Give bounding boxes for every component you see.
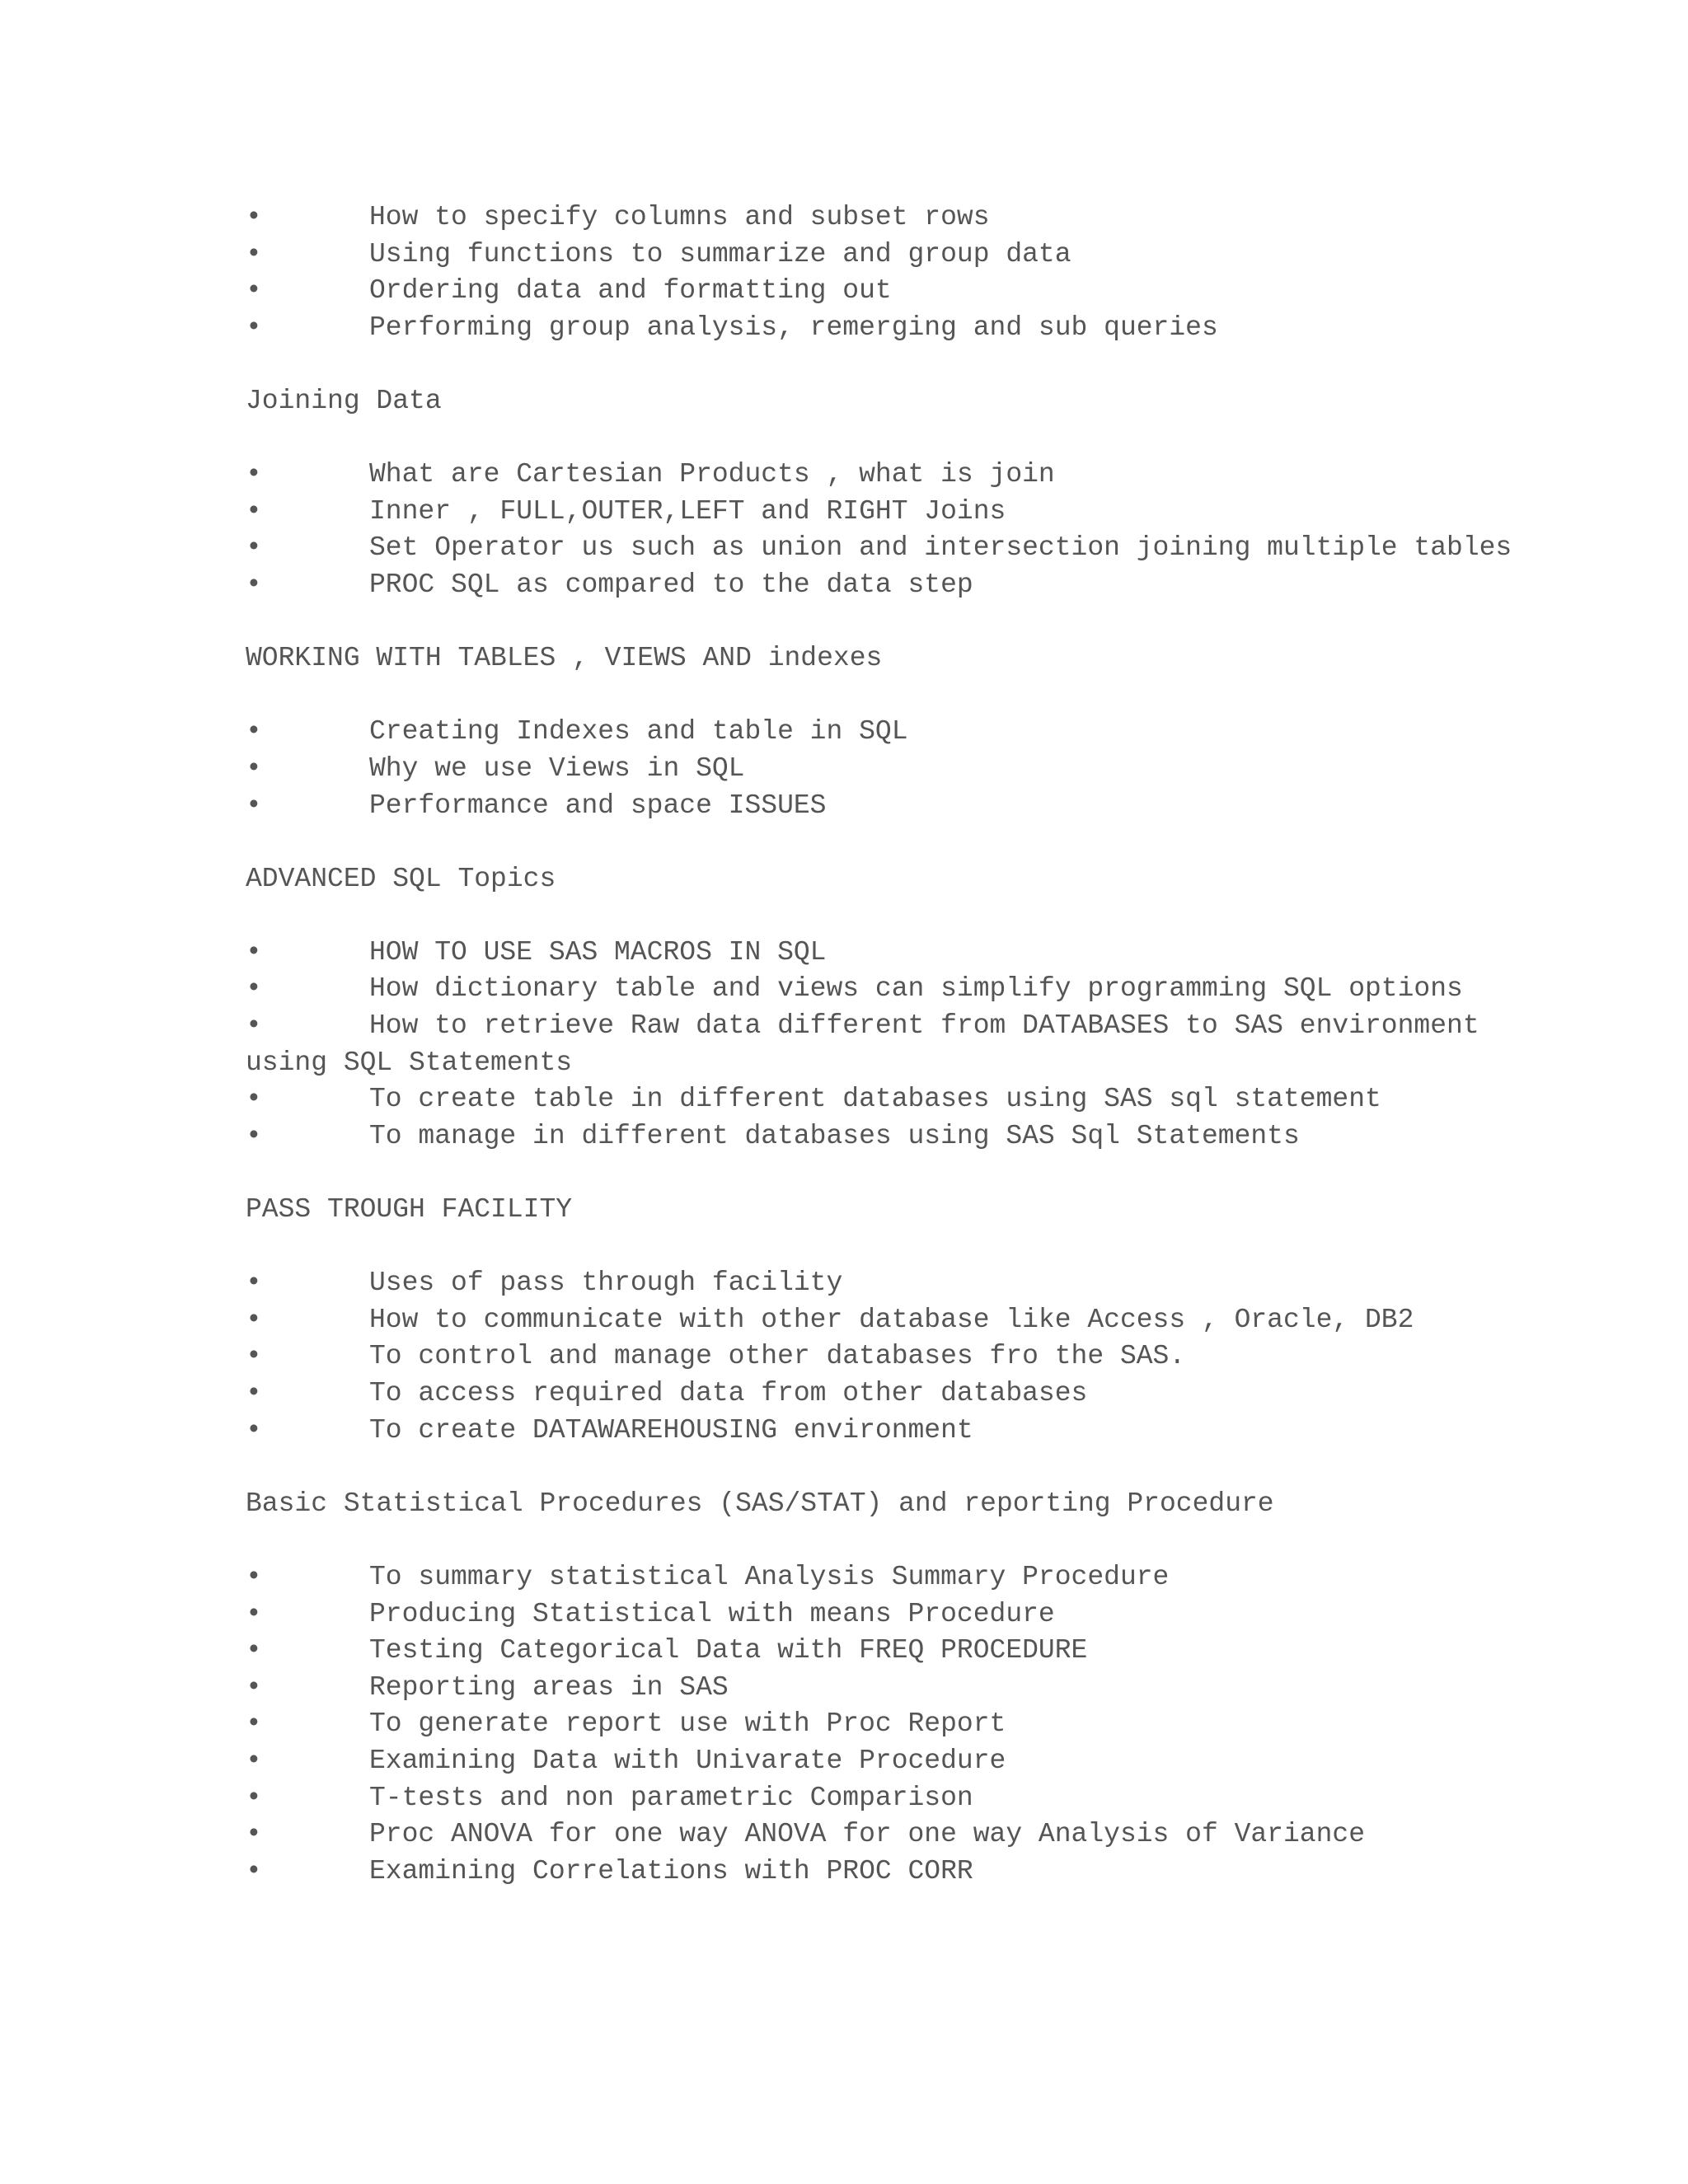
- bullet: •: [246, 1561, 262, 1592]
- list-item: • To generate report use with Proc Report: [246, 1706, 1531, 1743]
- list-item: • How to specify columns and subset rows: [246, 199, 1531, 237]
- bullet: •: [246, 1084, 262, 1115]
- bullet: •: [246, 1671, 262, 1703]
- bullet: •: [246, 1745, 262, 1776]
- bullet: •: [246, 716, 262, 748]
- list-item: • Creating Indexes and table in SQL: [246, 714, 1531, 751]
- list-item: • Using functions to summarize and group data: [246, 237, 1531, 274]
- list-item: • Uses of pass through facility: [246, 1265, 1531, 1302]
- list-item: • Testing Categorical Data with FREQ PROCEDURE: [246, 1633, 1531, 1670]
- list-item: • How to retrieve Raw data different from DATABASES to SAS environment using SQL Statements: [246, 1008, 1531, 1081]
- list-item: • T-tests and non parametric Comparison: [246, 1780, 1531, 1817]
- bullet: •: [246, 936, 262, 968]
- list-item: • Examining Data with Univarate Procedure: [246, 1743, 1531, 1780]
- list-item: • To create DATAWAREHOUSING environment: [246, 1413, 1531, 1450]
- bullet: •: [246, 275, 262, 307]
- bullet: •: [246, 1378, 262, 1408]
- list-item: • To access required data from other databases: [246, 1376, 1531, 1413]
- list-item: • Examining Correlations with PROC CORR: [246, 1854, 1531, 1891]
- bullet: •: [246, 1414, 262, 1446]
- bullet: •: [246, 1708, 262, 1740]
- list-item: • To control and manage other databases fro the SAS.: [246, 1338, 1531, 1376]
- bullet: •: [246, 238, 262, 269]
- section-heading-statistical-procedures: Basic Statistical Procedures (SAS/STAT) and reporting Procedure: [246, 1488, 1274, 1519]
- list-item: • What are Cartesian Products , what is join: [246, 457, 1531, 494]
- section-heading-joining-data: Joining Data: [246, 385, 442, 416]
- joining-data-list: [246, 457, 1531, 603]
- list-item: • HOW TO USE SAS MACROS IN SQL: [246, 935, 1531, 972]
- bullet: •: [246, 1120, 262, 1151]
- document-content: [246, 199, 1531, 1890]
- bullet: •: [246, 1782, 262, 1813]
- list-item: • To manage in different databases using SAS Sql Statements: [246, 1118, 1531, 1155]
- bullet: •: [246, 790, 262, 821]
- bullet: •: [246, 569, 262, 600]
- intro-list: [246, 199, 1531, 346]
- list-item: • Ordering data and formatting out: [246, 273, 1531, 310]
- bullet: •: [246, 1855, 262, 1886]
- bullet: •: [246, 495, 262, 527]
- section-heading-tables-views-indexes: WORKING WITH TABLES , VIEWS AND indexes: [246, 643, 883, 674]
- bullet: •: [246, 1819, 262, 1850]
- bullet: •: [246, 1635, 262, 1666]
- bullet: •: [246, 752, 262, 784]
- statistical-procedures-list: [246, 1559, 1531, 1890]
- section-heading-advanced-sql: ADVANCED SQL Topics: [246, 863, 556, 894]
- bullet: •: [246, 202, 262, 232]
- list-item: • Proc ANOVA for one way ANOVA for one way Analysis of Variance: [246, 1816, 1531, 1854]
- list-item: • Producing Statistical with means Procedure: [246, 1596, 1531, 1633]
- list-item: • To create table in different databases using SAS sql statement: [246, 1081, 1531, 1118]
- bullet: •: [246, 1341, 262, 1372]
- advanced-sql-list: [246, 935, 1531, 1155]
- bullet: •: [246, 312, 262, 343]
- list-item: • Inner , FULL,OUTER,LEFT and RIGHT Joins: [246, 494, 1531, 531]
- bullet: •: [246, 1268, 262, 1299]
- tables-views-list: [246, 714, 1531, 824]
- list-item: • Reporting areas in SAS: [246, 1670, 1531, 1707]
- pass-through-list: [246, 1265, 1531, 1449]
- bullet: •: [246, 459, 262, 490]
- bullet: •: [246, 1304, 262, 1335]
- section-heading-pass-through: PASS TROUGH FACILITY: [246, 1194, 573, 1226]
- bullet: •: [246, 1010, 262, 1042]
- list-item: • To summary statistical Analysis Summary Procedure: [246, 1559, 1531, 1596]
- bullet: •: [246, 532, 262, 564]
- list-item: • Why we use Views in SQL: [246, 751, 1531, 788]
- list-item: • PROC SQL as compared to the data step: [246, 567, 1531, 604]
- bullet: •: [246, 973, 262, 1005]
- list-item: • How dictionary table and views can simplify programming SQL options: [246, 971, 1531, 1008]
- list-item: • Set Operator us such as union and intersection joining multiple tables: [246, 530, 1531, 567]
- list-item: • Performance and space ISSUES: [246, 788, 1531, 825]
- list-item: • How to communicate with other database like Access , Oracle, DB2: [246, 1302, 1531, 1339]
- list-item: • Performing group analysis, remerging and sub queries: [246, 310, 1531, 347]
- bullet: •: [246, 1598, 262, 1629]
